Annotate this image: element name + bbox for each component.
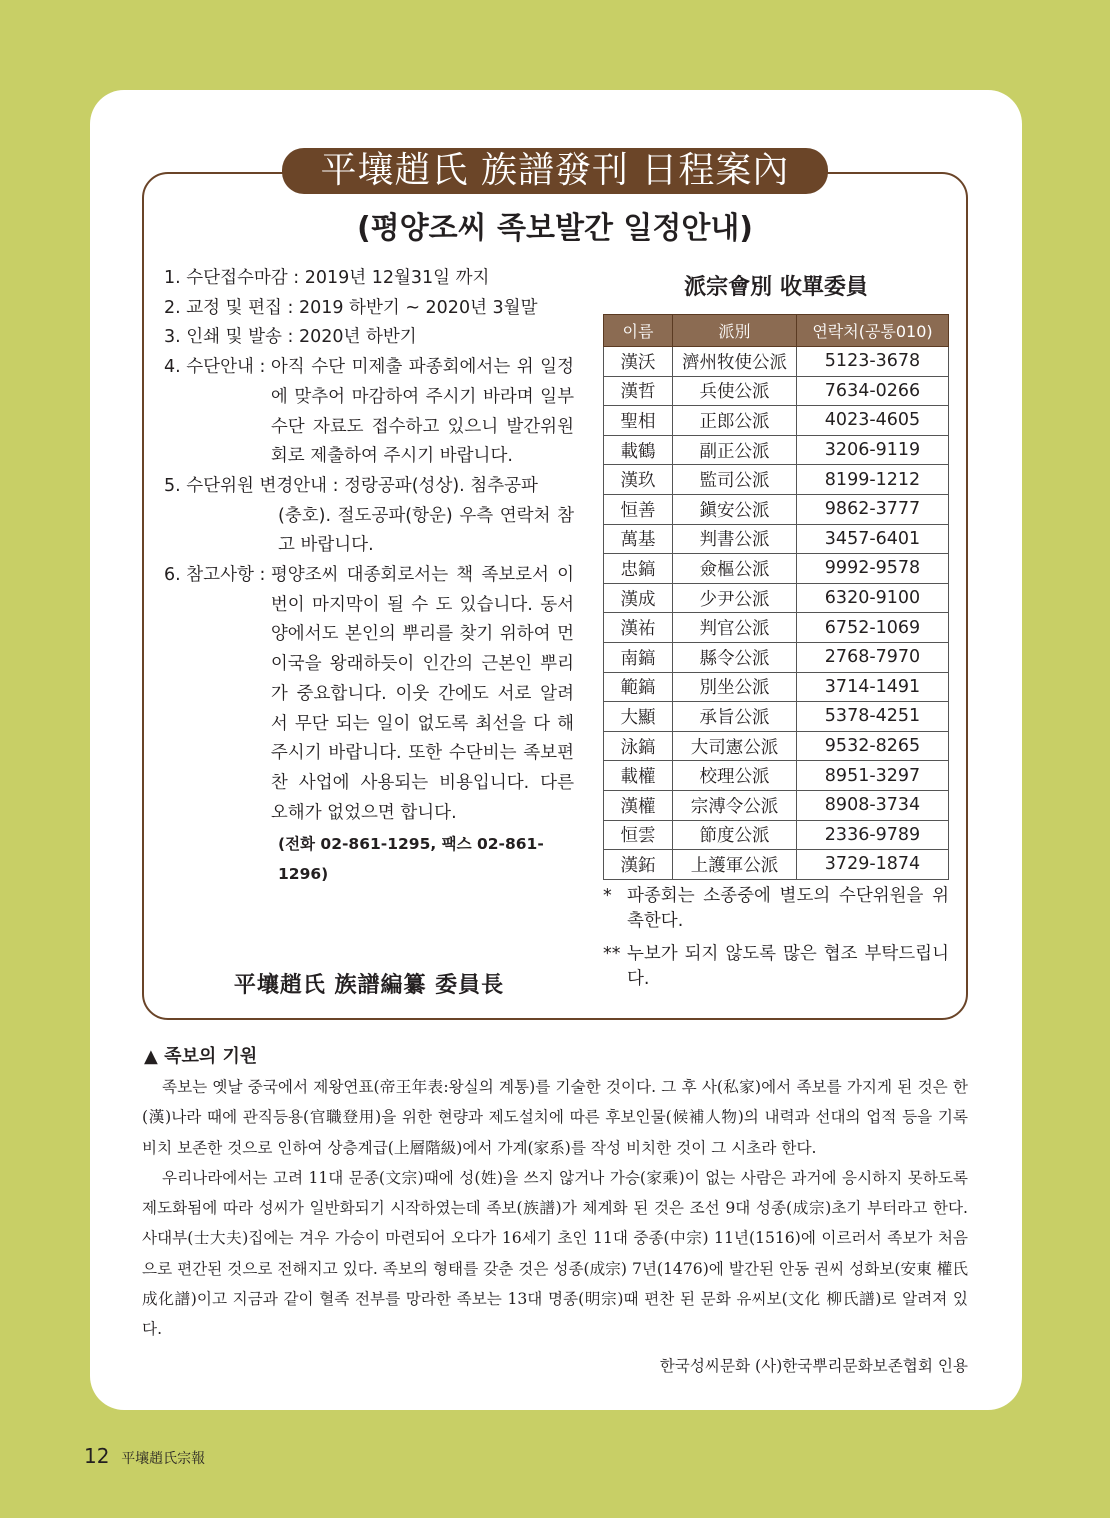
announcement-title: 平壤趙氏 族譜發刊 日程案內	[282, 148, 828, 194]
member-name: 漢成	[604, 583, 673, 613]
table-note-1	[603, 884, 949, 934]
member-phone: 2768-7970	[797, 642, 949, 672]
table-row	[604, 613, 949, 643]
table-row	[604, 347, 949, 377]
member-phone: 3457-6401	[797, 524, 949, 554]
table-row	[604, 406, 949, 436]
member-name: 漢玖	[604, 465, 673, 495]
note-text: 파종회는 소종중에 별도의 수단위원을 위촉한다.	[627, 886, 949, 931]
notice-label: 4. 수단안내 :	[164, 357, 271, 378]
member-branch: 濟州牧使公派	[673, 347, 797, 377]
member-phone: 9862-3777	[797, 494, 949, 524]
member-branch: 少尹公派	[673, 583, 797, 613]
member-phone: 6752-1069	[797, 613, 949, 643]
member-name: 恒雲	[604, 820, 673, 850]
member-name: 範鎬	[604, 672, 673, 702]
notice-text-continued: (충호). 절도공파(항운) 우측 연락처 참고 바랍니다.	[278, 505, 574, 556]
committee-table	[603, 314, 949, 880]
member-name: 載鶴	[604, 435, 673, 465]
member-phone: 2336-9789	[797, 820, 949, 850]
member-name: 大顯	[604, 702, 673, 732]
member-phone: 3206-9119	[797, 435, 949, 465]
notice-label: 5. 수단위원 변경안내 :	[164, 475, 345, 496]
notice-item-2	[164, 294, 574, 324]
column-header-branch: 派別	[673, 315, 797, 347]
member-phone: 8908-3734	[797, 790, 949, 820]
table-row	[604, 376, 949, 406]
member-branch: 別坐公派	[673, 672, 797, 702]
notice-label: 1. 수단접수마감 :	[164, 268, 305, 288]
table-row	[604, 583, 949, 613]
origin-heading: ▲ 족보의 기원	[144, 1046, 258, 1067]
publication-name: 平壤趙氏宗報	[121, 1451, 206, 1467]
member-branch: 判書公派	[673, 524, 797, 554]
member-name: 漢哲	[604, 376, 673, 406]
origin-article	[142, 1072, 968, 1345]
notice-item-4	[164, 353, 574, 472]
origin-paragraph-1: 족보는 옛날 중국에서 제왕연표(帝王年表:왕실의 계통)를 기술한 것이다. 그 후 사(私家)에서 족보를 가지게 된 것은 한(漢)나라 때에 관직등용(官職登用)을 위한 현량과 제도설치에 따른 후보인물(候補人物)의 내력과 선대의 업적 등을 기록 비치 보존한 것으로 인하여 상층계급(上層階級)에서 가계(家系)를 작성 비치한 것이 그 시초라 한다.	[142, 1078, 968, 1157]
member-branch: 副正公派	[673, 435, 797, 465]
member-phone: 7634-0266	[797, 376, 949, 406]
member-name: 萬基	[604, 524, 673, 554]
table-note-2	[603, 942, 949, 992]
notice-item-3	[164, 323, 574, 353]
member-phone: 8199-1212	[797, 465, 949, 495]
table-row	[604, 465, 949, 495]
member-phone: 4023-4605	[797, 406, 949, 436]
contact-info: (전화 02-861-1295, 팩스 02-861-1296)	[278, 835, 544, 884]
member-name: 聖相	[604, 406, 673, 436]
member-phone: 5123-3678	[797, 347, 949, 377]
notice-text: 2019 하반기 ~ 2020년 3월말	[298, 297, 538, 318]
table-row	[604, 554, 949, 584]
member-branch: 承旨公派	[673, 702, 797, 732]
member-phone: 9532-8265	[797, 731, 949, 761]
table-row	[604, 672, 949, 702]
member-name: 南鎬	[604, 642, 673, 672]
member-branch: 判官公派	[673, 613, 797, 643]
member-branch: 縣令公派	[673, 642, 797, 672]
committee-table-title: 派宗會別 收單委員	[684, 274, 868, 300]
column-header-contact: 연락처(공통010)	[797, 315, 949, 347]
table-header-row	[604, 315, 949, 347]
notice-text: 아직 수단 미제출 파종회에서는 위 일정에 맞추어 마감하여 주시기 바라며 일부 수단 자료도 접수하고 있으니 발간위원회로 제출하여 주시기 바랍니다.	[270, 357, 574, 467]
member-branch: 宗溥令公派	[673, 790, 797, 820]
table-row	[604, 702, 949, 732]
notice-text: 2019년 12월31일 까지	[304, 268, 490, 288]
member-phone: 3729-1874	[797, 850, 949, 880]
schedule-notices	[164, 264, 574, 890]
member-branch: 正郎公派	[673, 406, 797, 436]
member-branch: 兵使公派	[673, 376, 797, 406]
notice-label: 2. 교정 및 편집 :	[164, 297, 299, 318]
member-name: 漢祐	[604, 613, 673, 643]
table-row	[604, 731, 949, 761]
member-phone: 9992-9578	[797, 554, 949, 584]
member-name: 載權	[604, 761, 673, 791]
member-branch: 僉樞公派	[673, 554, 797, 584]
notice-item-5	[164, 472, 574, 502]
table-row	[604, 494, 949, 524]
origin-credit: 한국성씨문화 (사)한국뿌리문화보존협회 인용	[659, 1357, 968, 1375]
notice-label: 6. 참고사항 :	[164, 565, 271, 586]
member-phone: 6320-9100	[797, 583, 949, 613]
member-phone: 5378-4251	[797, 702, 949, 732]
table-notes	[603, 884, 949, 1000]
column-header-name: 이름	[604, 315, 673, 347]
committee-signature: 平壤趙氏 族譜編纂 委員長	[233, 972, 505, 998]
table-row	[604, 790, 949, 820]
table-row	[604, 524, 949, 554]
origin-paragraph-2: 우리나라에서는 고려 11대 문종(文宗)때에 성(姓)을 쓰지 않거나 가승(家乘)이 없는 사람은 과거에 응시하지 못하도록 제도화됨에 따라 성씨가 일반화되기 시작하였는데 족보(族譜)가 체계화 된 것은 조선 9대 성종(成宗)초기 부터라고 한다. 사대부(士大夫)집에는 겨우 가승이 마련되어 오다가 16세기 초인 11대 중종(中宗) 11년(1516)에 이르러서 족보가 처음으로 편간된 것으로 전해지고 있다. 족보의 형태를 갖춘 것은 성종(成宗) 7년(1476)에 발간된 안동 권씨 성화보(安東 權氏 成化譜)이고 지금과 같이 혈족 전부를 망라한 족보는 13대 명종(明宗)때 편찬 된 문화 유씨보(文化 柳氏譜)로 알려져 있다.	[142, 1168, 968, 1339]
member-name: 漢鉐	[604, 850, 673, 880]
table-row	[604, 820, 949, 850]
table-row	[604, 761, 949, 791]
member-branch: 上護軍公派	[673, 850, 797, 880]
table-row	[604, 642, 949, 672]
notice-text: 평양조씨 대종회로서는 책 족보로서 이번이 마지막이 될 수 도 있습니다. 동서양에서도 본인의 뿌리를 찾기 위하여 먼 이국을 왕래하듯이 인간의 근본인 뿌리가 중요합니다. 이웃 간에도 서로 알려서 무단 되는 일이 없도록 최선을 다 해주시기 바랍니다. 또한 수단비는 족보편찬 사업에 사용되는 비용입니다. 다른 오해가 없었으면 합니다.	[270, 565, 574, 823]
notice-item-1	[164, 264, 574, 294]
table-row	[604, 435, 949, 465]
member-phone: 8951-3297	[797, 761, 949, 791]
member-phone: 3714-1491	[797, 672, 949, 702]
announcement-subtitle: (평양조씨 족보발간 일정안내)	[356, 211, 754, 246]
note-marker: **	[603, 944, 621, 964]
page-number: 12	[84, 1444, 110, 1468]
note-marker: *	[603, 886, 612, 906]
notice-text: 2020년 하반기	[298, 327, 417, 348]
notice-label: 3. 인쇄 및 발송 :	[164, 327, 299, 348]
member-branch: 校理公派	[673, 761, 797, 791]
member-name: 泳鎬	[604, 731, 673, 761]
page-footer	[84, 1444, 205, 1468]
member-branch: 節度公派	[673, 820, 797, 850]
table-row	[604, 850, 949, 880]
notice-item-6	[164, 561, 574, 828]
member-branch: 鎭安公派	[673, 494, 797, 524]
table-body	[604, 347, 949, 880]
member-name: 忠鎬	[604, 554, 673, 584]
notice-text: 정랑공파(성상). 첨추공파	[344, 475, 538, 496]
note-text: 누보가 되지 않도록 많은 협조 부탁드립니다.	[627, 944, 949, 989]
member-name: 漢權	[604, 790, 673, 820]
member-name: 恒善	[604, 494, 673, 524]
member-name: 漢沃	[604, 347, 673, 377]
member-branch: 大司憲公派	[673, 731, 797, 761]
member-branch: 監司公派	[673, 465, 797, 495]
